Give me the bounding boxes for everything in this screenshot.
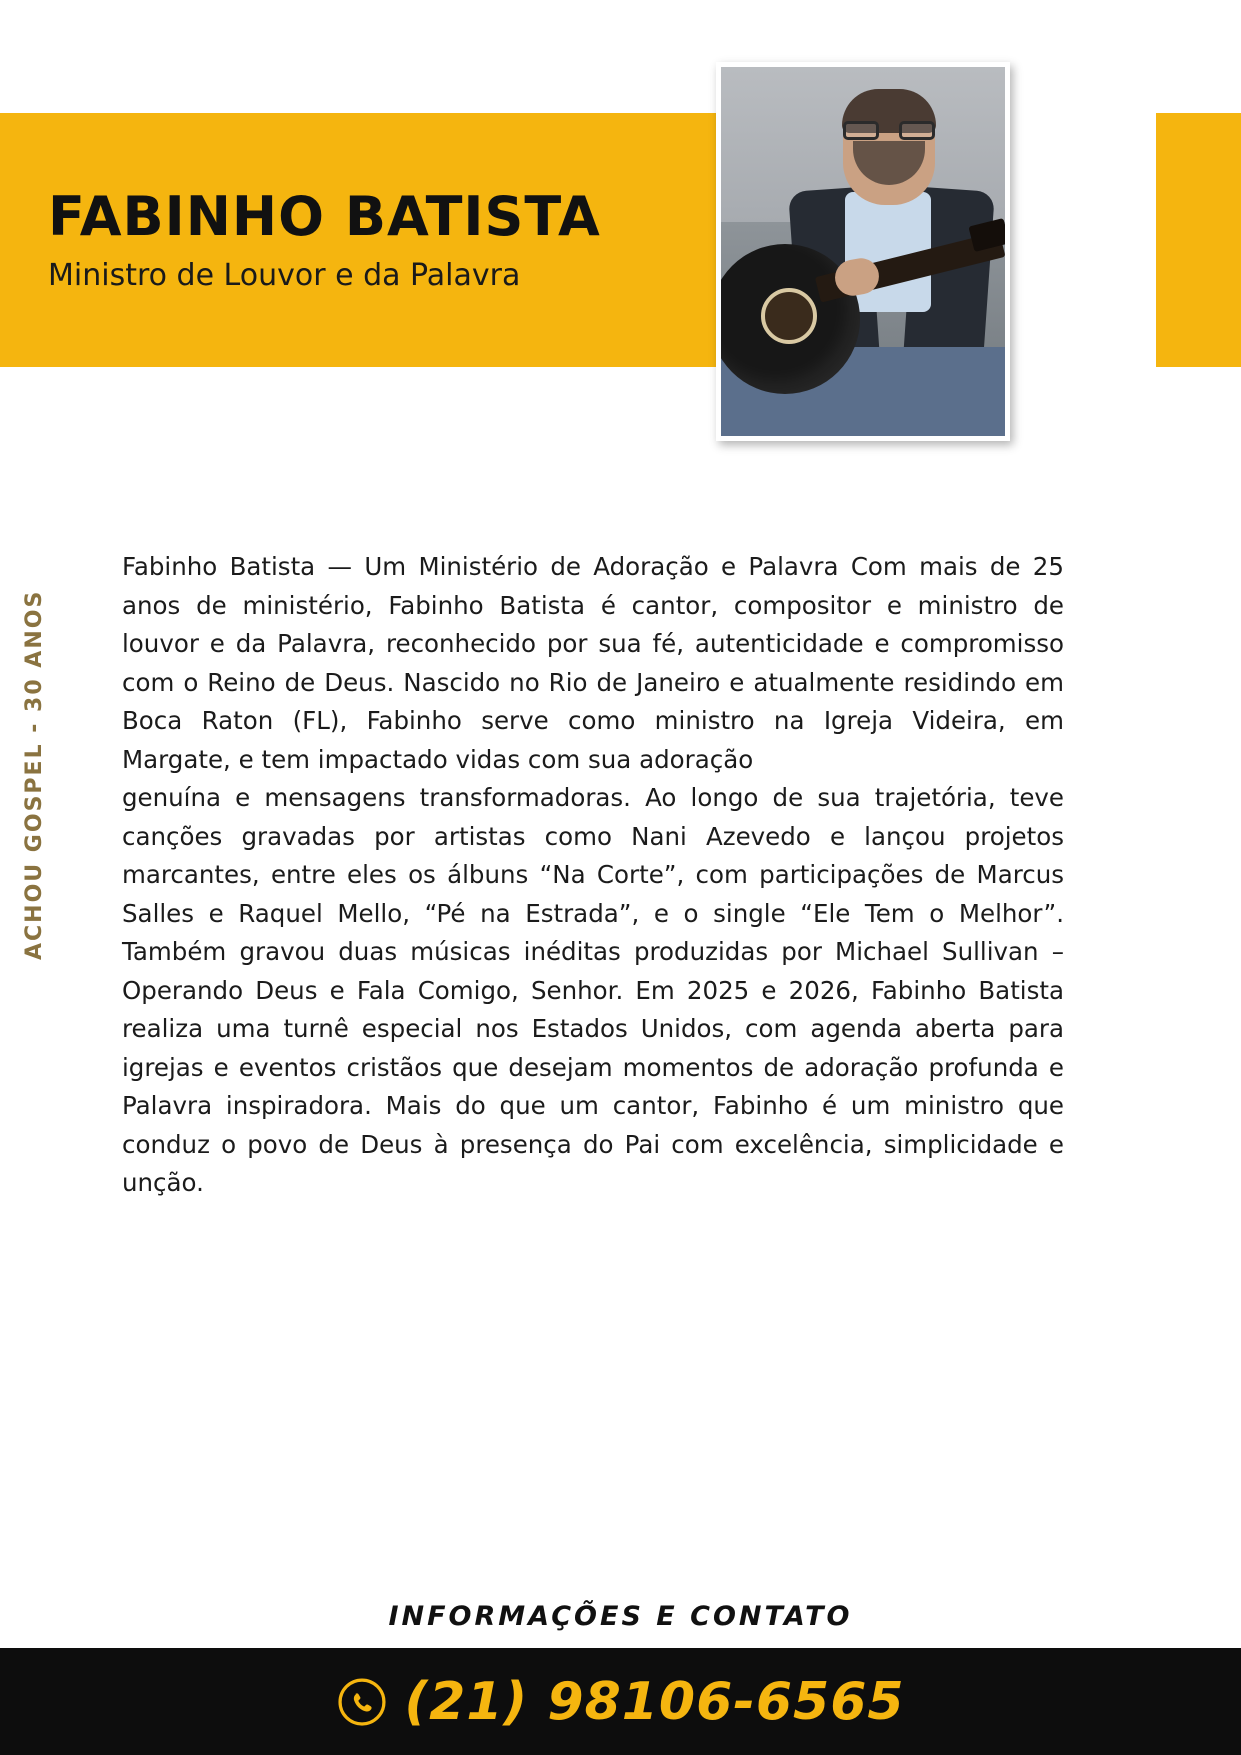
footer-contact-bar — [0, 1648, 1241, 1755]
page-subtitle: Ministro de Louvor e da Palavra — [48, 258, 521, 293]
phone-number[interactable]: (21) 98106-6565 — [404, 1671, 905, 1732]
biography-paragraph-1: Fabinho Batista — Um Ministério de Adoração e Palavra Com mais de 25 anos de ministério, Fabinho Batista é cantor, compositor e ministro de louvor e da Palavra, reconhecido por sua fé, autenticidade e compromisso com o Reino de Deus. Nascido no Rio de Janeiro e atualmente residindo em Boca Raton (FL), Fabinho serve como ministro na Igreja Videira, em Margate, e tem impactado vidas com sua adoração — [122, 552, 1064, 774]
phone-contact[interactable] — [336, 1672, 904, 1732]
contact-heading: INFORMAÇÕES E CONTATO — [388, 1601, 853, 1632]
guitar-soundhole — [761, 288, 817, 344]
biography-text — [122, 548, 1064, 1203]
whatsapp-icon[interactable] — [336, 1676, 388, 1728]
glasses-icon — [841, 121, 937, 141]
portrait-photo-image — [721, 67, 1005, 436]
portrait-photo — [716, 62, 1010, 441]
vertical-brand-label: ACHOU GOSPEL - 30 ANOS — [22, 589, 47, 960]
biography-paragraph-2: genuína e mensagens transformadoras. Ao longo de sua trajetória, teve canções gravadas por artistas como Nani Azevedo e lançou projetos marcantes, entre eles os álbuns “Na Corte”, com participações de Marcus Salles e Raquel Mello, “Pé na Estrada”, e o single “Ele Tem o Melhor”. Também gravou duas músicas inéditas produzidas por Michael Sullivan – Operando Deus e Fala Comigo, Senhor. Em 2025 e 2026, Fabinho Batista realiza uma turnê especial nos Estados Unidos, com agenda aberta para igrejas e eventos cristãos que desejam momentos de adoração profunda e Palavra inspiradora. Mais do que um cantor, Fabinho é um ministro que conduz o povo de Deus à presença do Pai com excelência, simplicidade e unção. — [122, 783, 1064, 1197]
page-title: FABINHO BATISTA — [48, 185, 601, 248]
header-band-right — [1156, 113, 1241, 367]
